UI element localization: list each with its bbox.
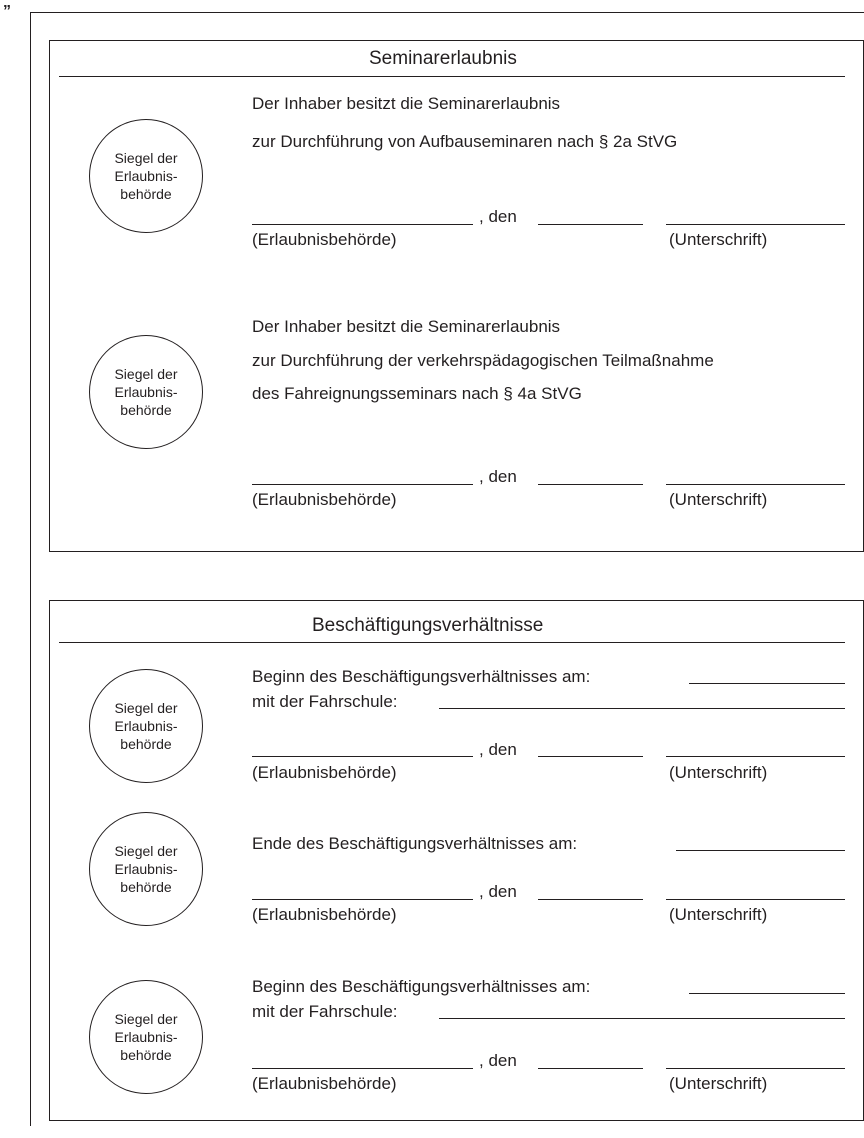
signature-field[interactable] [666,756,845,757]
den-label: , den [479,1051,517,1070]
authority-seal [89,669,203,783]
driving-school-field[interactable] [439,1018,845,1019]
seminar-entry2-line2: zur Durchführung der verkehrspädagogischen Teilmaßnahme [252,351,714,370]
signature-field[interactable] [666,224,845,225]
seminar-entry1-line1: Der Inhaber besitzt die Seminarerlaubnis [252,94,561,113]
authority-caption: (Erlaubnisbehörde) [252,763,397,782]
driving-school-field[interactable] [439,708,845,709]
seal-line-2: Erlaubnis- [114,1029,178,1045]
signature-field[interactable] [666,484,845,485]
seal-line-1: Siegel der [114,700,178,716]
authority-field[interactable] [252,899,473,900]
authority-caption: (Erlaubnisbehörde) [252,905,397,924]
date-field[interactable] [538,756,643,757]
authority-field[interactable] [252,484,473,485]
seminar-box [49,40,864,552]
start-date-field[interactable] [689,683,845,684]
seminar-entry2-line3: des Fahreignungsseminars nach § 4a StVG [252,384,582,403]
seal-line-3: behörde [120,1047,172,1063]
seal-line-3: behörde [120,879,172,895]
signature-caption: (Unterschrift) [669,230,768,249]
seal-line-1: Siegel der [114,366,178,382]
employment-start-label: Beginn des Beschäftigungsverhältnisses am: [252,977,591,996]
den-label: , den [479,882,517,901]
seal-line-1: Siegel der [114,1011,178,1027]
employment-start-label: Beginn des Beschäftigungsverhältnisses am: [252,667,591,686]
end-date-field[interactable] [676,850,845,851]
seal-line-3: behörde [120,186,172,202]
authority-caption: (Erlaubnisbehörde) [252,490,397,509]
seal-line-2: Erlaubnis- [114,861,178,877]
authority-field[interactable] [252,1068,473,1069]
seminar-title: Seminarerlaubnis [369,48,517,69]
signature-caption: (Unterschrift) [669,905,768,924]
seminar-entry2-line1: Der Inhaber besitzt die Seminarerlaubnis [252,317,561,336]
signature-field[interactable] [666,1068,845,1069]
authority-seal [89,980,203,1094]
authority-seal [89,812,203,926]
signature-caption: (Unterschrift) [669,490,768,509]
top-margin-line [30,12,864,13]
left-margin-line [30,12,31,1126]
seal-line-2: Erlaubnis- [114,718,178,734]
employment-end-label: Ende des Beschäftigungsverhältnisses am: [252,834,578,853]
authority-seal [89,335,203,449]
seal-line-2: Erlaubnis- [114,168,178,184]
authority-seal [89,119,203,233]
quote-mark: ” [3,3,11,20]
authority-field[interactable] [252,224,473,225]
seal-line-1: Siegel der [114,843,178,859]
seminar-title-rule [59,76,845,77]
seal-line-3: behörde [120,402,172,418]
signature-field[interactable] [666,899,845,900]
authority-caption: (Erlaubnisbehörde) [252,1074,397,1093]
employment-title: Beschäftigungsverhältnisse [312,615,544,636]
dotted-cut-line [0,574,864,578]
den-label: , den [479,467,517,486]
seal-line-2: Erlaubnis- [114,384,178,400]
seminar-entry1-line2: zur Durchführung von Aufbauseminaren nach § 2a StVG [252,132,678,151]
date-field[interactable] [538,1068,643,1069]
driving-school-label: mit der Fahrschule: [252,692,398,711]
den-label: , den [479,207,517,226]
authority-caption: (Erlaubnisbehörde) [252,230,397,249]
driving-school-label: mit der Fahrschule: [252,1002,398,1021]
den-label: , den [479,740,517,759]
start-date-field[interactable] [689,993,845,994]
seal-line-3: behörde [120,736,172,752]
date-field[interactable] [538,484,643,485]
seal-line-1: Siegel der [114,150,178,166]
date-field[interactable] [538,899,643,900]
signature-caption: (Unterschrift) [669,763,768,782]
signature-caption: (Unterschrift) [669,1074,768,1093]
employment-title-rule [59,642,845,643]
authority-field[interactable] [252,756,473,757]
date-field[interactable] [538,224,643,225]
